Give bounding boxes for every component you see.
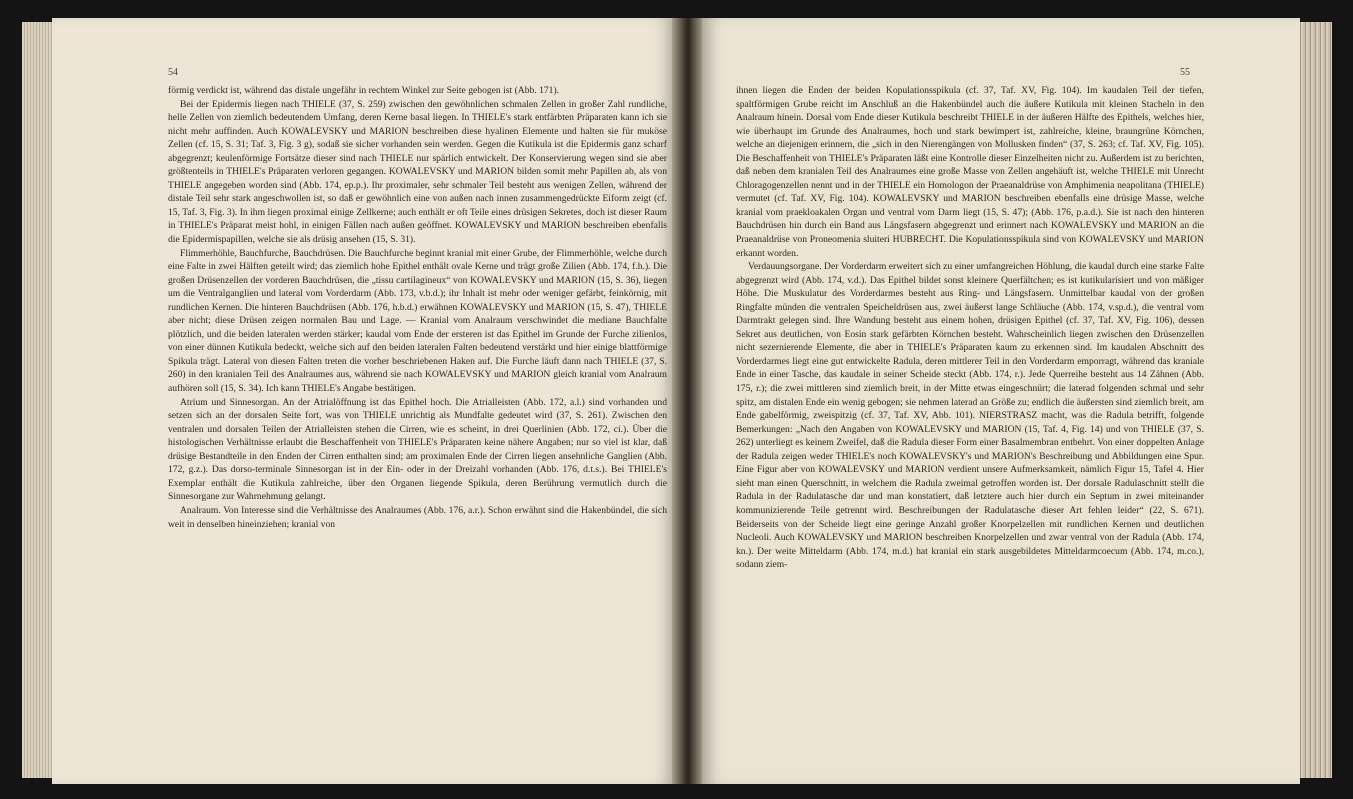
paragraph: Verdauungsorgane. Der Vorderdarm erweitert sich zu einer umfangreichen Höhlung, die kaudal durch eine starke Falte abgegrenzt wird (Abb. 174, v.d.). Das Epithel bildet sonst kleinere Querfältchen; es ist kutikularisiert und von mäßiger Höhe. Die Muskulatur des Vorderdarmes besteht aus Ring- und Längsfasern. Unmittelbar kaudal von der großen Ringfalte münden die ventralen Speicheldrüsen aus, zwei äußerst lange Schläuche (Abb. 174, v.sp.d.), die ventral vom Darmtrakt gelegen sind. Ihre Wandung besteht aus einem hohen, drüsigen Epithel (cf. 37, Taf. XV, Fig. 106), dessen Sekret aus deutlichen, von Eosin stark gefärbten Körnchen besteht. Wahrscheinlich liegen zwischen den Drüsenzellen nicht sezernierende Elemente, die aber in THIELE's Präparaten kaum zu erkennen sind. Im kaudalen Abschnitt des Vorderdarmes liegt eine gut entwickelte Radula, deren mittlerer Teil in den Vorderdarm emporragt, während das kraniale Ende in einer Tasche, das kaudale in seiner Scheide steckt (Abb. 174, r.). Jede Querreihe besteht aus 14 Zähnen (Abb. 175, r.); die zwei mittleren sind ziemlich breit, in der Mitte etwas eingeschnürt; die laterad folgenden schmal und sehr spitz, am distalen Ende ein wenig gebogen; sie nehmen laterad an Größe zu; endlich die äußersten sind ziemlich breit, am Ende gabelförmig, zweispitzig (cf. 37, Taf. XV, Abb. 101). NIERSTRASZ macht, was die Radula betrifft, folgende Bemerkungen: „Nach den Angaben von KOWALEVSKY und MARION (15, Taf. 4, Fig. 14) und von THIELE (37, S. 262) unterliegt es keinem Zweifel, daß die Radula dieser Form einer Basalmembran entbehrt. Von einer doppelten Anlage der Radula zeigen weder THIELE's noch KOWALEVSKY's und MARION's Beschreibung und Abbildungen eine Spur. Eine Figur aber von KOWALEVSKY und MARION verdient unsere Aufmerksamkeit, nämlich Figur 15, Tafel 4. Hier sieht man einen Querschnitt, in welchem die Radula zweimal getroffen worden ist. Der dorsale Radulaschnitt stellt die Radula in der Radulatasche dar und man konstatiert, daß letztere auch hier durch ein Septum in zwei miteinander kommunizierende Teile getrennt wird. Beschreibungen der Radulatasche dieser Art fehlen leider“ (22, S. 671). Beiderseits von der Scheide liegt eine geringe Anzahl großer Knorpelzellen mit rundlichen Kernen und deutlichen Nucleoli. Auch KOWALEVSKY und MARION beschreiben Knorpelzellen und zwar ventral von der Radula (Abb. 174, kn.). Der weite Mitteldarm (Abb. 174, m.d.) hat kranial ein stark ausgebildetes Mitteldarmcoecum (Abb. 174, m.co.), sodann ziem- xyxy=(736,261,1204,571)
left-page-edges xyxy=(22,22,54,778)
paragraph: Atrium und Sinnesorgan. An der Atrialöffnung ist das Epithel hoch. Die Atrialleisten (Abb. 172, a.l.) sind vorhanden und setzen sich an der dorsalen Seite fort, was von THIELE unrichtig als Mundfalte gedeutet wird (37, S. 261). Zwischen den ventralen und dorsalen Teilen der Atrialleisten stehen die Cirren, wie es scheint, in drei Querlinien (Abb. 172, ci.). Über die histologischen Verhältnisse erlaubt die Beschaffenheit von THIELE's Präparaten keine nähere Angaben; nur so viel ist klar, daß drüsige Bestandteile in den Enden der Cirren enthalten sind; am proximalen Ende der Cirren liegen ansehnliche Ganglien (Abb. 172, g.z.). Das dorso-terminale Sinnesorgan ist in der Ein- oder in der Dreizahl vorhanden (Abb. 176, d.t.s.). Bei THIELE's Exemplar enthält die Kutikula zahlreiche, über den Organen liegende Spikula, deren Berührung vermutlich durch die Sinnesorgane zur Wahrnehmung gelangt. xyxy=(168,396,667,503)
left-page-text xyxy=(168,84,667,676)
left-page-number: 54 xyxy=(168,67,178,78)
right-page-edges xyxy=(1298,22,1332,778)
paragraph: förmig verdickt ist, während das distale ungefähr in rechtem Winkel zur Seite gebogen ist (Abb. 171). xyxy=(168,85,560,96)
book-gutter xyxy=(672,18,702,784)
paragraph: Bei der Epidermis liegen nach THIELE (37, S. 259) zwischen den gewöhnlichen schmalen Zellen in großer Zahl rundliche, helle Zellen von ziemlich bedeutendem Umfang, deren Kerne basal liegen. In THIELE's stark entfärbten Präparaten kann ich sie nicht mehr auffinden. Auch KOWALEVSKY und MARION beschreiben diese hyalinen Elemente und halten sie für muköse Zellen (cf. 15, S. 31; Taf. 3, Fig. 3 g), sodaß sie sicher vorhanden sein werden. Gegen die Kutikula ist die Epidermis ganz scharf abgegrenzt; keulenförmige Fortsätze dieser sind nach THIELE nur spärlich entwickelt. Der Konservierung wegen sind sie aber größtenteils in THIELE's Präparaten verloren gegangen. KOWALEVSKY und MARION bilden somit mehr Papillen ab, als von THIELE angegeben worden sind (Abb. 174, ep.p.). Ihr proximaler, sehr schmaler Teil besteht aus wenigen Zellen, während der distale Teil sehr stark angeschwollen ist, so daß er gewöhnlich eine von außen nach innen zusammengedrückte Eiform zeigt (cf. 15, Taf. 3, Fig. 3). In ihm liegen proximal einige Zellkerne; auch enthält er oft Teile eines drüsigen Sekretes, doch ist dieser Raum in THIELE's Präparat meist hohl, in einigen Fällen nach außen geöffnet. KOWALEVSKY und MARION beschreiben ebenfalls die Epidermispapillen, welche sie als drüsig ansehen (15, S. 31). xyxy=(168,98,667,246)
paragraph: Analraum. Von Interesse sind die Verhältnisse des Analraumes (Abb. 176, a.r.). Schon erwähnt sind die Hakenbündel, die sich weit in denselben hineinziehen; kranial von xyxy=(168,504,667,530)
paragraph: Flimmerhöhle, Bauchfurche, Bauchdrüsen. Die Bauchfurche beginnt kranial mit einer Grube, der Flimmerhöhle, welche durch eine Falte in zwei Hälften geteilt wird; das ziemlich hohe Epithel enthält ovale Kerne und trägt große Zilien (Abb. 174, f.h.). Die großen Drüsenzellen der vorderen Bauchdrüsen, die „tissu cartilagineux“ von KOWALEVSKY und MARION (15, S. 36), liegen um die Ventralganglien und lateral vom Vorderdarm (Abb. 173, v.b.d.); ihr Inhalt ist mehr oder weniger gefärbt, feinkörnig, mit rundlichen Kernen. Die hinteren Bauchdrüsen (Abb. 176, h.b.d.) erwähnen KOWALEVSKY und MARION (15, S. 47), THIELE aber nicht; diese Drüsen zeigen normalen Bau und Lage. — Kranial vom Analraum verschwindet die mediane Bauchfalte plötzlich, und die beiden lateralen werden stärker; kaudal vom Ende der ersteren ist das Epithel im Grunde der Furche zilienlos, von einer dünnen Kutikula bedeckt, welche sich auf den beiden lateralen Falten bedeutend verstärkt und hier einige blattförmige Spikula trägt. Lateral von diesen Falten treten die vorher beschriebenen Haken auf. Die Furche läuft dann nach THIELE (37, S. 260) in den kranialen Teil des Analraumes aus, während sie nach KOWALEVSKY und MARION gleich kranial vom Analraum aufhören soll (15, S. 34). Ich kann THIELE's Angabe bestätigen. xyxy=(168,247,667,395)
right-page-number: 55 xyxy=(1180,67,1190,78)
right-page-text xyxy=(736,84,1204,676)
paragraph: ihnen liegen die Enden der beiden Kopulationsspikula (cf. 37, Taf. XV, Fig. 104). Im kaudalen Teil der tiefen, spaltförmigen Grube reicht im Anschluß an die Hakenbündel auch die äußere Kutikula mit kleinen Stacheln in den Analraum hinein. Dorsal vom Ende dieser Kutikula beschreibt THIELE in der äußeren Hälfte des Epithels, welches hier, wie überhaupt im Grunde des Analraumes, hoch und stark bewimpert ist, zahlreiche, kleine, braungrüne Körnchen, welche an diejenigen erinnern, die „sich in den Nierengängen von Mollusken finden“ (37, S. 263; cf. Taf. XV, Fig. 105). Die Beschaffenheit von THIELE's Präparaten läßt eine Kontrolle dieser Einzelheiten nicht zu. Außerdem ist zu berichten, daß neben dem kranialen Teil des Analraumes eine große Masse von Zellen angehäuft ist, welche THIELE mit Unrecht Chloragogenzellen nennt und in der THIELE ein Homologon der Praeanaldrüse von Amphimenia neapolitana (THIELE) vermutet (cf. Taf. XV, Fig. 104). KOWALEVSKY und MARION beschreiben ebenfalls eine drüsige Masse, welche kranial vom praekloakalen Organ und ventral vom Darm liegt (15, S. 47); (Abb. 176, p.a.d.). Sie ist nach den hinteren Bauchdrüsen hin durch ein Band aus Längsfasern abgegrenzt und erinnert nach KOWALEVSKY und MARION an die Praeanaldrüse von Proneomenia sluiteri HUBRECHT. Die Kopulationsspikula sind von KOWALEVSKY und MARION erkannt worden. xyxy=(736,85,1204,259)
